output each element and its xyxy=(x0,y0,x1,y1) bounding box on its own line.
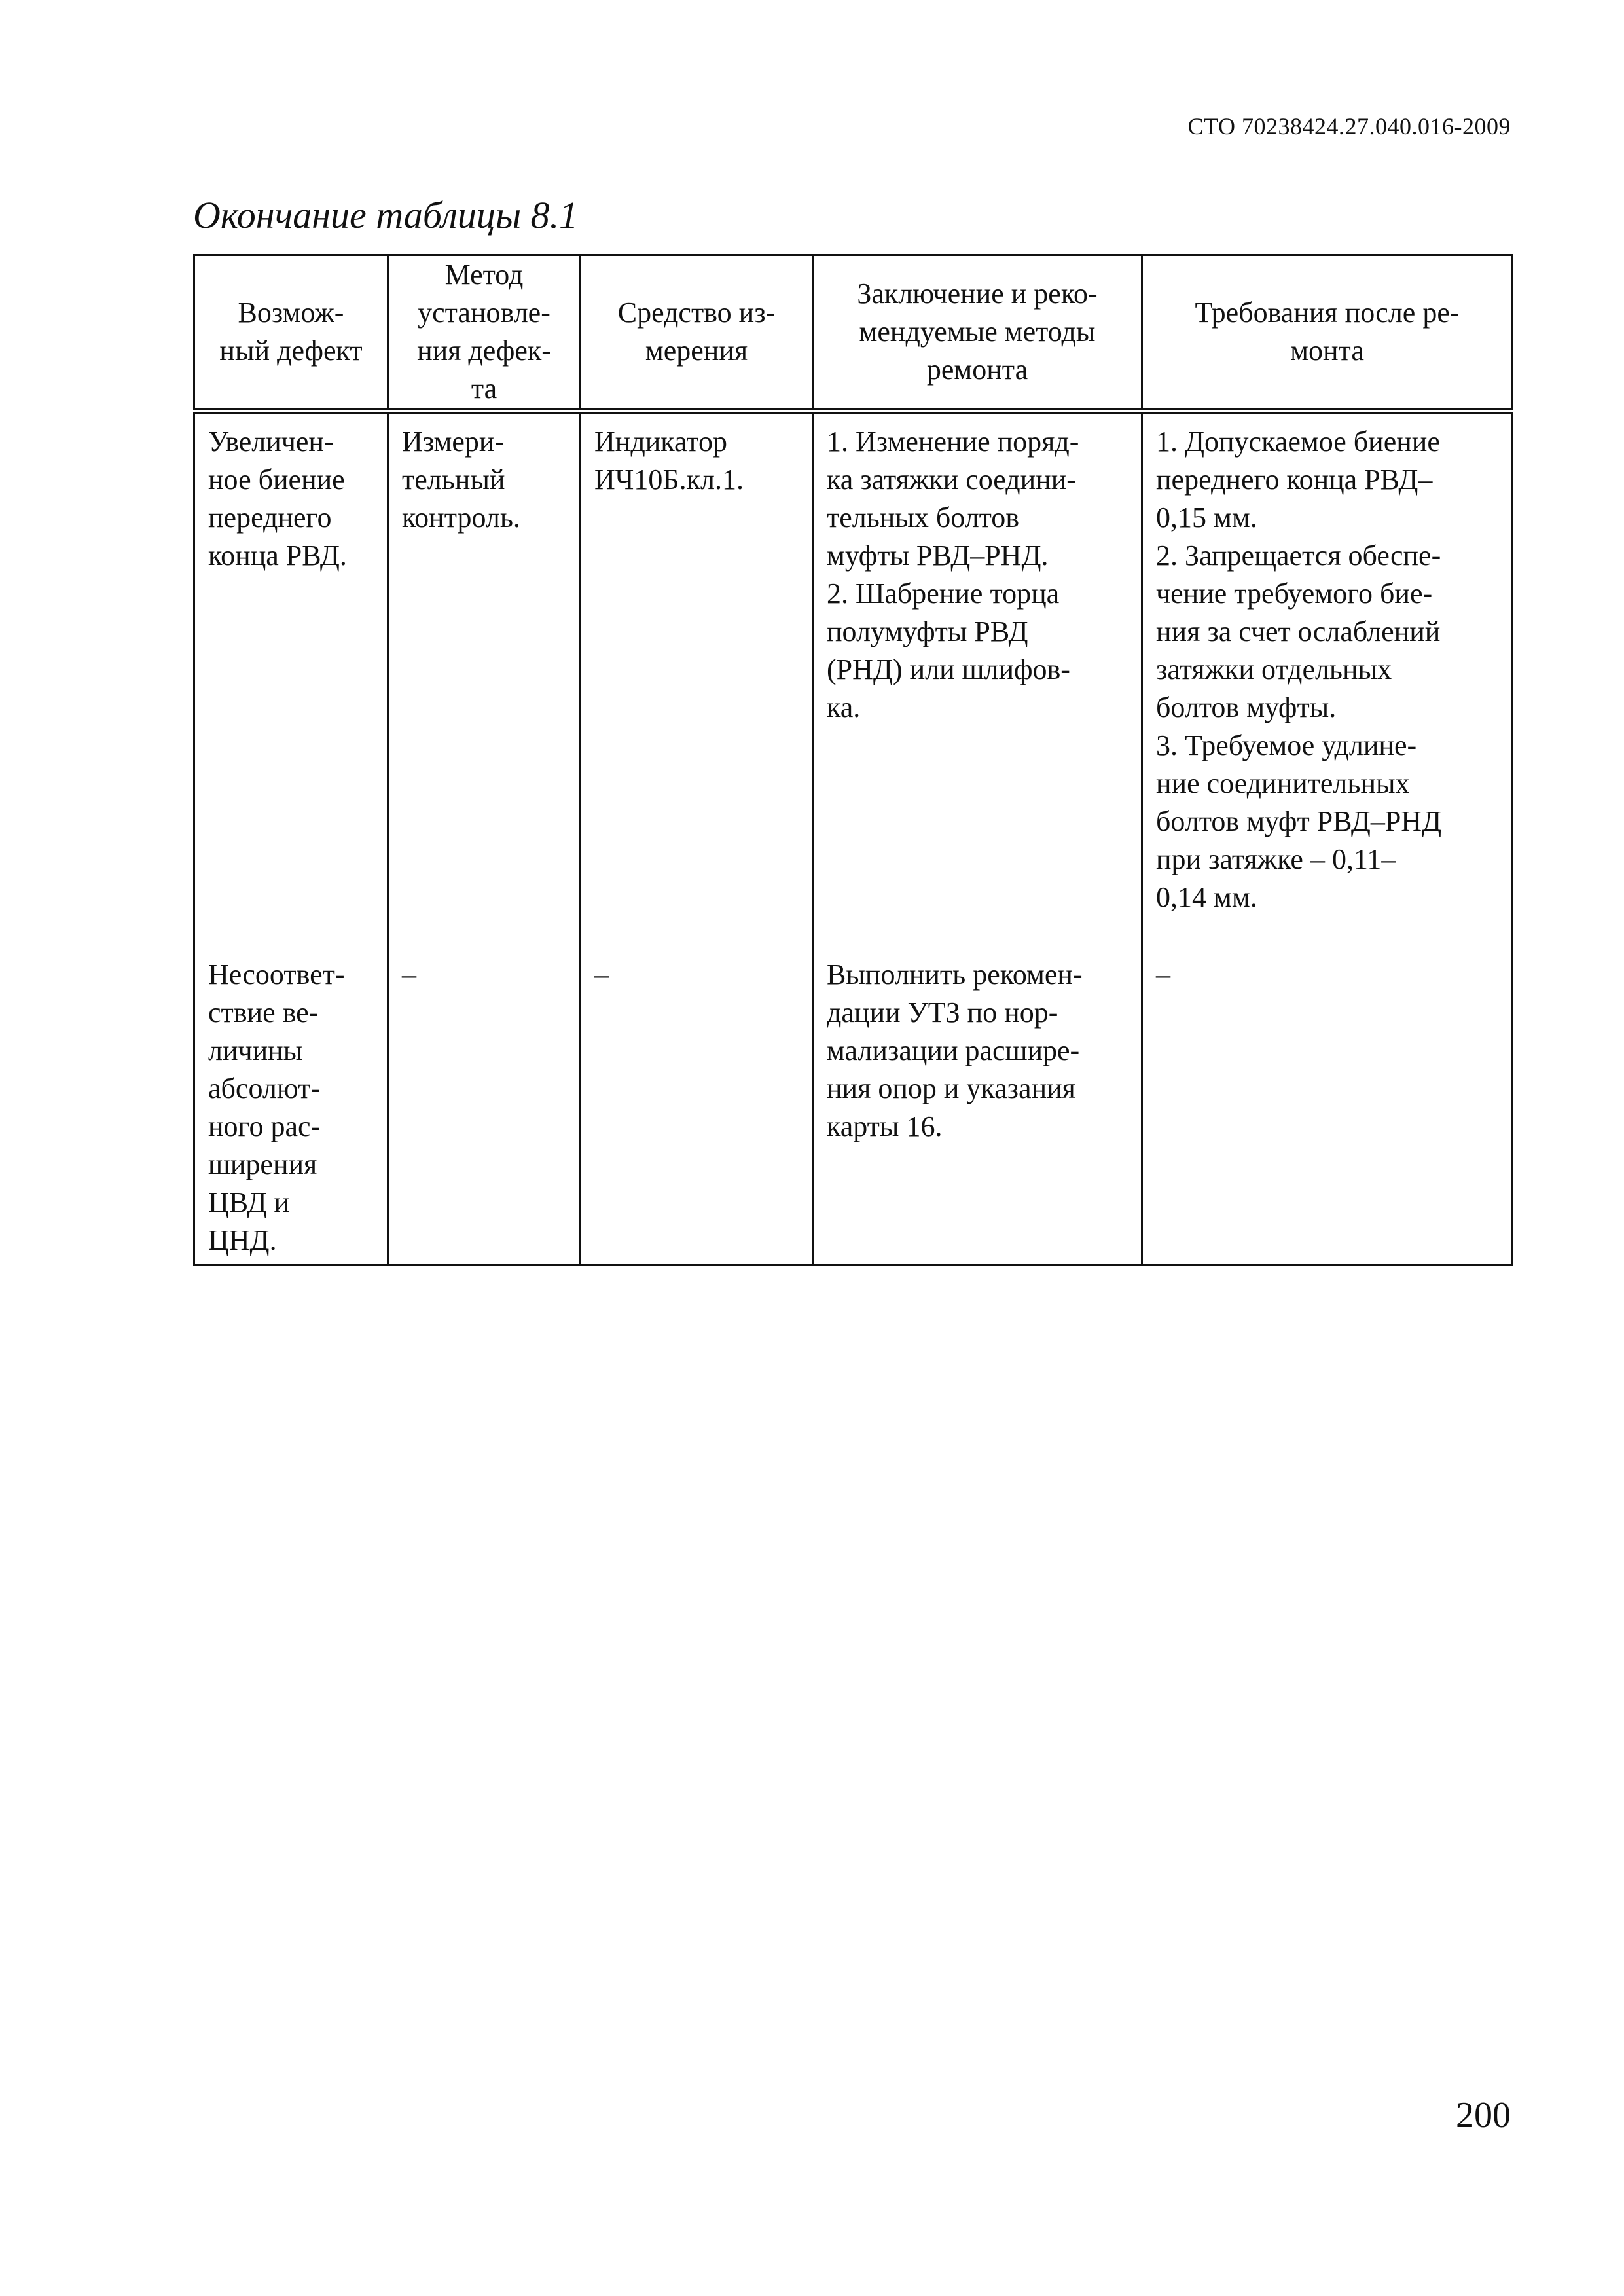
header-detection-method: Метод установле- ния дефек- та xyxy=(388,255,581,411)
defect-table xyxy=(193,254,1513,1266)
page-number: 200 xyxy=(1456,2095,1511,2136)
cell-measuring-tool: Индикатор ИЧ10Б.кл.1. xyxy=(581,411,813,953)
header-row xyxy=(194,255,1513,411)
table-body xyxy=(194,411,1513,1265)
header-measuring-tool: Средство из- мерения xyxy=(581,255,813,411)
cell-detection-method: – xyxy=(388,952,581,1265)
table-header xyxy=(194,255,1513,411)
cell-detection-method: Измери- тельный контроль. xyxy=(388,411,581,953)
cell-conclusion-repair: 1. Изменение поряд- ка затяжки соедини- тельных болтов муфты РВД–РНД. 2. Шабрение торца полумуфты РВД (РНД) или шлифов- ка. xyxy=(813,411,1142,953)
header-possible-defect: Возмож- ный дефект xyxy=(194,255,388,411)
cell-measuring-tool: – xyxy=(581,952,813,1265)
cell-possible-defect: Увеличен- ное биение переднего конца РВД. xyxy=(194,411,388,953)
document-code: СТО 70238424.27.040.016-2009 xyxy=(1187,113,1511,139)
header-requirements: Требования после ре- монта xyxy=(1142,255,1513,411)
cell-conclusion-repair: Выполнить рекомен- дации УТЗ по нор- мализации расшире- ния опор и указания карты 16. xyxy=(813,952,1142,1265)
table-row xyxy=(194,411,1513,953)
cell-requirements: 1. Допускаемое биение переднего конца РВД– 0,15 мм. 2. Запрещается обеспе- чение требуемого бие- ния за счет ослаблений затяжки отдельных болтов муфты. 3. Требуемое удлине- ние соединительных болтов муфт РВД–РНД при затяжке – 0,11– 0,14 мм. xyxy=(1142,411,1513,953)
table-caption: Окончание таблицы 8.1 xyxy=(193,194,579,236)
header-conclusion-repair: Заключение и реко- мендуемые методы ремонта xyxy=(813,255,1142,411)
table-row xyxy=(194,952,1513,1265)
cell-requirements: – xyxy=(1142,952,1513,1265)
cell-possible-defect: Несоответ- ствие ве- личины абсолют- ного рас- ширения ЦВД и ЦНД. xyxy=(194,952,388,1265)
